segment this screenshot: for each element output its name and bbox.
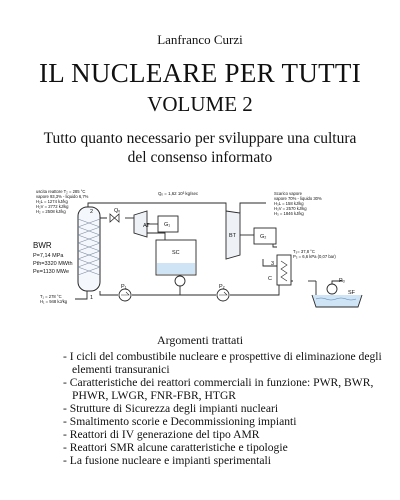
label-g1: G₁ — [164, 222, 171, 228]
note-reactor-in-2: H₁ = 948 kJ/kg — [40, 299, 68, 304]
reactor-vessel — [78, 207, 100, 291]
topic-item: - Smaltimento scorie e Decommissioning impianti — [63, 415, 297, 428]
note-discharge-1: Scarico vapore — [274, 191, 302, 196]
note-reactor-in-1: T₁ = 278 °C — [40, 294, 62, 299]
note-condenser-2: P₃ = 6,6 kPa (0,07 bar) — [293, 254, 336, 259]
label-sc: SC — [172, 250, 180, 256]
label-node-3: 3 — [271, 261, 275, 267]
pump-p2 — [217, 289, 229, 301]
label-c: C — [268, 276, 272, 282]
label-node-2: 2 — [90, 209, 94, 215]
label-p2: P₂ — [219, 284, 225, 290]
note-reactor-out-5: H₂ = 2508 kJ/kg — [36, 209, 66, 214]
volume-title: VOLUME 2 — [147, 92, 253, 116]
note-reactor-out-2: vapore 93,3% - liquido 6,7% — [36, 194, 89, 199]
topic-item: - Strutture di Sicurezza degli impianti nucleari — [63, 402, 279, 415]
topics-list — [63, 350, 383, 467]
subtitle-line-1: Tutto quanto necessario per sviluppare una cultura — [43, 130, 357, 147]
topics-heading: Argomenti trattati — [156, 333, 244, 347]
note-discharge-5: H₃ = 1846 kJ/kg — [274, 211, 304, 216]
note-reactor-out-4: H₂V = 2772 kJ/kg — [36, 204, 69, 209]
label-g2: G₂ — [260, 234, 267, 240]
book-title: IL NUCLEARE PER TUTTI — [38, 58, 362, 88]
label-p3: P₃ — [339, 278, 345, 284]
label-sf: SF — [348, 290, 356, 296]
reactor-type-label: BWR — [33, 241, 52, 250]
pump-p3 — [327, 284, 337, 294]
condenser — [277, 255, 291, 285]
topic-item: - Reattori di IV generazione del tipo AMR — [63, 428, 260, 441]
topic-item: - I cicli del combustibile nucleare e prospettive di eliminazione degli elementi transuranici — [63, 350, 382, 376]
note-condenser-1: T₃= 37,8 °C — [293, 249, 315, 254]
book-subtitle — [40, 129, 360, 167]
pump-sc — [175, 276, 185, 286]
topic-item: - Reattori SMR alcune caratteristiche e tipologie — [63, 441, 288, 454]
topic-item: - Caratteristiche dei reattori commerciali in funzione: PWR, BWR, PHWR, LWGR, FNR-FBR, HTGR — [63, 376, 374, 402]
pump-p1 — [119, 289, 131, 301]
note-discharge-4: H₃V = 2570 kJ/kg — [274, 206, 307, 211]
separator-sc — [156, 240, 196, 275]
label-p1: P₁ — [121, 284, 127, 290]
subtitle-line-2: del consenso informato — [127, 149, 273, 166]
label-bt: BT — [229, 233, 237, 239]
note-discharge-2: vapore 70% - liquido 30% — [274, 196, 322, 201]
note-reactor-out-3: H₂L = 1274 kJ/kg — [36, 199, 68, 204]
reactor-spec-2: Pth=3320 MWth — [33, 261, 73, 267]
note-reactor-out-1: uscita reattore T₂ = 285 °C — [36, 189, 86, 194]
bwr-plant-diagram — [30, 185, 370, 313]
label-at: AT — [143, 223, 150, 229]
flow-rate-label: Qₒ = 1,62 10³ kg/sec — [158, 191, 199, 196]
note-discharge-3: H₃L = 158 kJ/kg — [274, 201, 304, 206]
label-node-1: 1 — [90, 295, 94, 301]
label-qv: Qᵥ — [114, 208, 121, 214]
reactor-spec-1: P=7,14 MPa — [33, 253, 64, 259]
author-name: Lanfranco Curzi — [157, 32, 243, 47]
reactor-spec-3: Pe=1130 MWe — [33, 269, 70, 275]
topic-item: - La fusione nucleare e impianti sperimentali — [63, 454, 271, 467]
